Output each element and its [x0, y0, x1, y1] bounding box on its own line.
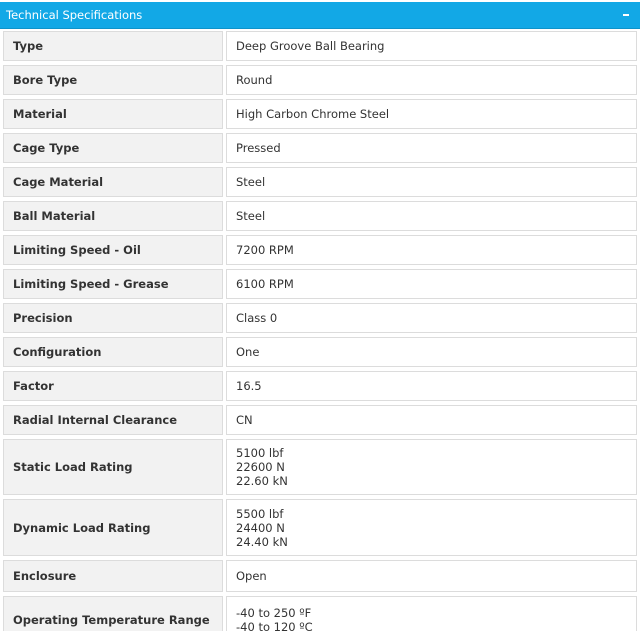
spec-label: Enclosure: [3, 560, 223, 592]
spec-row: [0, 335, 640, 369]
spec-value: [226, 499, 637, 556]
spec-value-line: Open: [236, 569, 267, 583]
spec-label: Dynamic Load Rating: [3, 499, 223, 556]
spec-value-lines: [236, 73, 272, 87]
spec-value-lines: [236, 39, 384, 53]
spec-value-line: Steel: [236, 209, 266, 223]
spec-value-lines: [236, 175, 265, 189]
spec-value-lines: [236, 345, 259, 359]
spec-value: [226, 235, 637, 265]
spec-value-line: -40 to 250 ºF: [236, 606, 312, 620]
spec-value-lines: [236, 107, 389, 121]
spec-label: Cage Type: [3, 133, 223, 163]
spec-value-lines: [236, 277, 294, 291]
spec-row: [0, 63, 640, 97]
spec-value-line: 22.60 kN: [236, 474, 288, 488]
spec-value-lines: [236, 209, 265, 223]
spec-value: [226, 133, 637, 163]
spec-label: Ball Material: [3, 201, 223, 231]
spec-value-lines: [236, 243, 294, 257]
spec-value-lines: [236, 311, 277, 325]
spec-value: [226, 269, 637, 299]
spec-row: [0, 403, 640, 437]
spec-row: [0, 594, 640, 631]
spec-label: Limiting Speed - Oil: [3, 235, 223, 265]
spec-value: [226, 371, 637, 401]
spec-value: [226, 99, 637, 129]
spec-label: Radial Internal Clearance: [3, 405, 223, 435]
spec-value: [226, 303, 637, 333]
spec-value: [226, 337, 637, 367]
spec-value-line: -40 to 120 ºC: [236, 620, 313, 631]
spec-row: [0, 301, 640, 335]
spec-value: [226, 439, 637, 495]
spec-value-line: One: [236, 345, 260, 359]
spec-value: [226, 596, 637, 631]
spec-label: Material: [3, 99, 223, 129]
spec-row: [0, 558, 640, 594]
collapse-button[interactable]: [614, 5, 634, 25]
spec-row: [0, 97, 640, 131]
spec-value-line: High Carbon Chrome Steel: [236, 107, 390, 121]
spec-value-line: 24400 N: [236, 520, 285, 535]
spec-label: Factor: [3, 371, 223, 401]
spec-value-line: 16.5: [236, 379, 262, 393]
spec-value-line: 6100 RPM: [236, 277, 294, 291]
spec-label: Cage Material: [3, 167, 223, 197]
spec-value-line: Steel: [236, 175, 266, 189]
spec-value: [226, 201, 637, 231]
spec-label: Bore Type: [3, 65, 223, 95]
minus-icon: [623, 14, 629, 16]
spec-value-lines: [236, 413, 253, 427]
spec-label: Configuration: [3, 337, 223, 367]
spec-value: [226, 65, 637, 95]
spec-value-line: Class 0: [236, 311, 278, 325]
spec-value-lines: [236, 379, 262, 393]
spec-value: [226, 405, 637, 435]
spec-value-line: 7200 RPM: [236, 243, 294, 257]
spec-row: [0, 369, 640, 403]
spec-value-line: 22600 N: [236, 460, 285, 474]
spec-label: Static Load Rating: [3, 439, 223, 495]
spec-value-line: 5100 lbf: [236, 446, 284, 460]
spec-value: [226, 167, 637, 197]
spec-value-line: CN: [236, 413, 253, 427]
spec-value-line: Pressed: [236, 141, 281, 155]
spec-row: [0, 165, 640, 199]
spec-value-lines: [236, 606, 313, 631]
spec-value-lines: [236, 569, 267, 583]
spec-row: [0, 233, 640, 267]
spec-value-lines: [236, 507, 288, 549]
spec-value: [226, 560, 637, 592]
panel-header[interactable]: [0, 2, 640, 29]
spec-row: [0, 29, 640, 63]
spec-label: Precision: [3, 303, 223, 333]
spec-value-lines: [236, 141, 281, 155]
panel-title: Technical Specifications: [6, 8, 143, 22]
spec-row: [0, 267, 640, 301]
spec-row: [0, 131, 640, 165]
spec-value: [226, 31, 637, 61]
spec-row: [0, 497, 640, 558]
spec-label: Limiting Speed - Grease: [3, 269, 223, 299]
spec-label: Operating Temperature Range: [3, 596, 223, 631]
spec-row: [0, 199, 640, 233]
spec-label: Type: [3, 31, 223, 61]
spec-value-line: Round: [236, 73, 273, 87]
spec-value-line: 24.40 kN: [236, 534, 288, 549]
spec-value-line: 5500 lbf: [236, 506, 284, 521]
spec-value-line: Deep Groove Ball Bearing: [236, 39, 385, 53]
spec-value-lines: [236, 446, 288, 488]
spec-row: [0, 437, 640, 497]
